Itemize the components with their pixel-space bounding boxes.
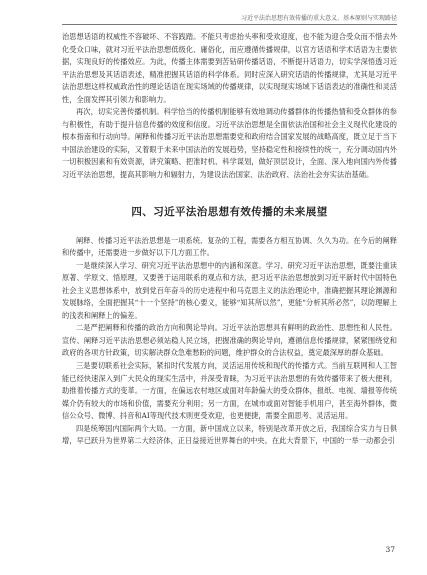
article-body bbox=[62, 31, 397, 448]
paragraph: 阐释、传播习近平法治思想是一项系统、复杂的工程，需要各方相互协调、久久为功。在今后的阐释和传播中，还需要进一步做好以下几方面工作。 bbox=[62, 235, 397, 258]
header-rule bbox=[62, 24, 397, 25]
paragraph: 一是继续深入学习、研究习近平法治思想中的内涵和深意。学习、研究习近平法治思想，既要注重读原著、学原文、悟原理，又要善于运用联系的观点和方法，把习近平法治思想放到习近平新时代中国特色社会主义思想体系中，放到党百年奋斗的历史进程中和马克思主义的法治理论中，准确把握其理论渊源和发展脉络，全面把握其“十一个坚持”的核心要义，能够“知其所以然”，更能“分析其所必然”，以防理解上的浅表和阐释上的偏差。 bbox=[62, 260, 397, 320]
paragraph: 三是要切联系社会实际，紧扣时代发展方向，灵活运用传统和现代的传播方式。当前互联网和人工智能已经快速深入到广大民众的现实生活中，并深受青睐，为习近平法治思想的有效传播带来了极大便利，助推着传播方式的变革。一方面，在偏远农村地区或面对年龄偏大的受众群体，报纸、电视、墙报等传统媒介仍有较大的市场和价值，需要充分利用；另一方面，在城市或面对智能手机用户，甚至海外群体，微信公众号、微博、抖音和AI等现代技术则更受欢迎，也更便捷，需要全面思考、灵活运用。 bbox=[62, 361, 397, 421]
paragraph: 再次，切实完善传播机制。科学恰当的传播机制能够有效地调动传播群体的传播热情和受众群体的参与积极性，有助于提升信息传播的效度和信度。习近平法治思想是全面依法治国和社会主义现代化建设的根本指南和行动向导。阐释和传播习近平法治思想需要党和政府结合国家发展的战略高度，既立足于当下中国法治建设的实际，又着眼于未来中国法治的发展趋势，坚持稳定性和接续性的统一，充分调动国内外一切积极因素和有效资源，讲究策略、把准时机、科学谋划，做好顶层设计，全面、深入地向国内外传播习近平法治思想，提高其影响力和辐射力，为建设法治国家、法治政府、法治社会夯实法治基础。 bbox=[62, 107, 397, 180]
running-header: 习近平法治思想有效传播的重大意义、基本原则与实现路径 bbox=[240, 15, 397, 22]
paragraph-continuation: 治思想话语的权威性不容破坏、不容践踏。不能只考虑抬头率和受欢迎度，也不能为迎合受众而不惜去外化受众口味，就对习近平法治思想低级化、庸俗化，而应遵循传播规律，以官方话语和学术话语为主要依据，实现良好的传播效应。为此，传播主体需要到苦钻研传播话语，不断提升话语力，切实学深悟透习近平法治思想及其话语表述，精准把握其话语的科学体系。同时应深入研究话语的传播规律，尤其是习近平法治思想这样权威政治性的理论话语在现实场域的传播规律，以实现现实场域下话语表达的准确性和灵活性，全面发挥其引领力和影响力。 bbox=[62, 32, 397, 104]
section-heading: 四、习近平法治思想有效传播的未来展望 bbox=[131, 205, 328, 218]
paragraph: 二是严把阐释和传播的政治方向和舆论导向。习近平法治思想具有鲜明的政治性、思想性和人民性。宣传、阐释习近平法治思想必须站稳人民立场，把握准确的舆论导向，遵循信息传播规律，紧紧围绕党和政府的各项方针政策，切实解决群众急难愁盼的问题，维护群众的合法权益，奠定最深厚的群众基础。 bbox=[62, 323, 397, 358]
paragraph: 四是统筹国内国际两个大局。一方面，新中国成立以来，特别是改革开放之后，我国综合实力与日俱增，早已跃升为世界第二大经济体，正日益接近世界舞台的中央。在此大背景下，中国的一举一动都会引 bbox=[62, 423, 397, 446]
page-number: 37 bbox=[385, 545, 395, 554]
